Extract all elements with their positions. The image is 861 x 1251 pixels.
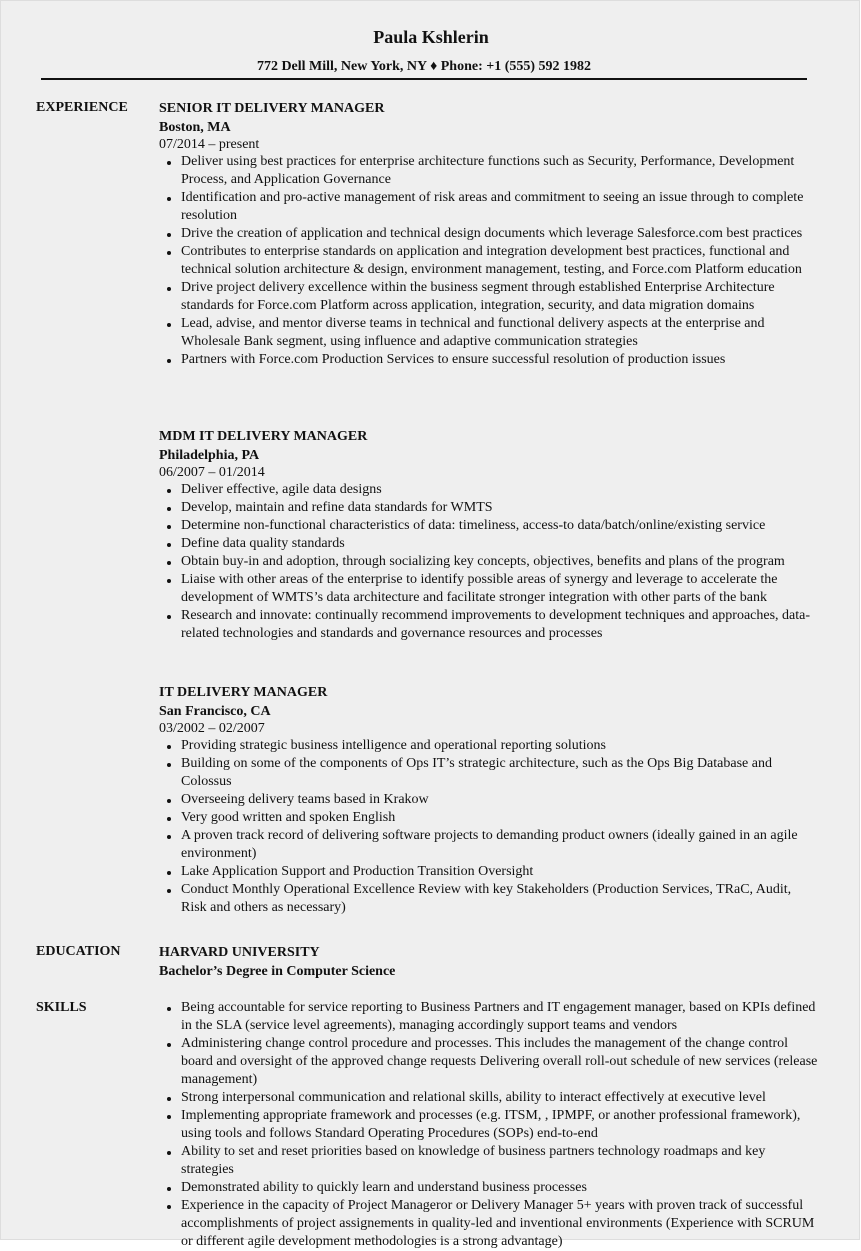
skill-item: Implementing appropriate framework and processes (e.g. ITSM, , IPMPF, or another professional framework), using tools and follows Standard Operating Procedures (SOPs) end-to-end	[181, 1107, 819, 1143]
job-location: Philadelphia, PA	[159, 448, 260, 463]
bullet-item: Drive the creation of application and technical design documents which leverage Salesforce.com best practices	[181, 225, 819, 243]
skills-bullets	[159, 999, 819, 1251]
header-divider	[41, 78, 807, 80]
section-label-experience: EXPERIENCE	[36, 100, 128, 115]
job-dates: 03/2002 – 02/2007	[159, 721, 265, 736]
bullet-item: Obtain buy-in and adoption, through socializing key concepts, objectives, benefits and plans of the program	[181, 553, 819, 571]
bullet-item: Conduct Monthly Operational Excellence Review with key Stakeholders (Production Services, TRaC, Audit, Risk and others as necessary)	[181, 881, 819, 917]
bullet-item: Develop, maintain and refine data standards for WMTS	[181, 499, 819, 517]
skill-item: Strong interpersonal communication and relational skills, ability to interact effectively at executive level	[181, 1089, 819, 1107]
job-title: IT DELIVERY MANAGER	[159, 685, 328, 700]
bullet-item: Deliver using best practices for enterprise architecture functions such as Security, Performance, Development Process, and Application Governance	[181, 153, 819, 189]
candidate-name: Paula Kshlerin	[373, 27, 489, 47]
skill-item: Being accountable for service reporting to Business Partners and IT engagement manager, based on KPIs defined in the SLA (service level agreements), managing accordingly support teams and vendors	[181, 999, 819, 1035]
degree: Bachelor’s Degree in Computer Science	[159, 964, 396, 979]
bullet-item: Determine non-functional characteristics of data: timeliness, access-to data/batch/online/existing service	[181, 517, 819, 535]
job-entry	[159, 99, 819, 369]
bullet-item: Contributes to enterprise standards on application and integration development best practices, functional and technical solution architecture & design, environment management, testing, and Force.com Platform education	[181, 243, 819, 279]
job-title: MDM IT DELIVERY MANAGER	[159, 429, 368, 444]
bullet-item: Providing strategic business intelligence and operational reporting solutions	[181, 737, 819, 755]
job-title: SENIOR IT DELIVERY MANAGER	[159, 101, 385, 116]
bullet-item: Deliver effective, agile data designs	[181, 481, 819, 499]
job-location: San Francisco, CA	[159, 704, 271, 719]
bullet-item: Building on some of the components of Ops IT’s strategic architecture, such as the Ops Big Database and Colossus	[181, 755, 819, 791]
bullet-item: Lead, advise, and mentor diverse teams in technical and functional delivery aspects at the enterprise and Wholesale Bank segment, using influence and adaptive communication strategies	[181, 315, 819, 351]
skill-item: Demonstrated ability to quickly learn and understand business processes	[181, 1179, 819, 1197]
skill-item: Ability to set and reset priorities based on knowledge of business partners technology roadmaps and key strategies	[181, 1143, 819, 1179]
bullet-item: Overseeing delivery teams based in Krakow	[181, 791, 819, 809]
job-dates: 06/2007 – 01/2014	[159, 465, 265, 480]
bullet-item: Drive project delivery excellence within the business segment through established Enterprise Architecture standards for Force.com Platform across application, integration, security, and data migration domains	[181, 279, 819, 315]
school-name: HARVARD UNIVERSITY	[159, 945, 320, 960]
job-bullets	[159, 153, 819, 369]
bullet-item: Liaise with other areas of the enterprise to identify possible areas of synergy and leverage to accelerate the development of WMTS’s data architecture and facilitate stronger integration with other parts of the bank	[181, 571, 819, 607]
bullet-item: Research and innovate: continually recommend improvements to development techniques and approaches, data-related technologies and standards and governance resources and processes	[181, 607, 819, 643]
contact-info: 772 Dell Mill, New York, NY ♦ Phone: +1 (555) 592 1982	[256, 59, 592, 74]
education-entry	[159, 943, 819, 980]
bullet-item: Very good written and spoken English	[181, 809, 819, 827]
job-entry	[159, 427, 819, 643]
bullet-item: Identification and pro-active management of risk areas and commitment to seeing an issue through to complete resolution	[181, 189, 819, 225]
skills-list	[159, 999, 819, 1251]
job-dates: 07/2014 – present	[159, 137, 260, 152]
section-label-education: EDUCATION	[36, 944, 121, 959]
skill-item: Administering change control procedure and processes. This includes the management of the change control board and oversight of the approved change requests Delivering overall roll-out schedule of new services (release management)	[181, 1036, 818, 1087]
job-location: Boston, MA	[159, 120, 231, 135]
skill-item: Experience in the capacity of Project Manageror or Delivery Manager 5+ years with proven track of successful accomplishments of project assignements in quality-led and inventional environments (Experience with SCRUM or different agile development methodologies is a strong advantage)	[181, 1197, 819, 1251]
bullet-item: Partners with Force.com Production Services to ensure successful resolution of production issues	[181, 351, 819, 369]
bullet-item: A proven track record of delivering software projects to demanding product owners (ideally gained in an agile environment)	[181, 827, 819, 863]
job-bullets	[159, 737, 819, 917]
bullet-item: Lake Application Support and Production Transition Oversight	[181, 863, 819, 881]
job-entry	[159, 683, 819, 917]
bullet-item: Define data quality standards	[181, 535, 819, 553]
job-bullets	[159, 481, 819, 643]
section-label-skills: SKILLS	[36, 1000, 87, 1015]
